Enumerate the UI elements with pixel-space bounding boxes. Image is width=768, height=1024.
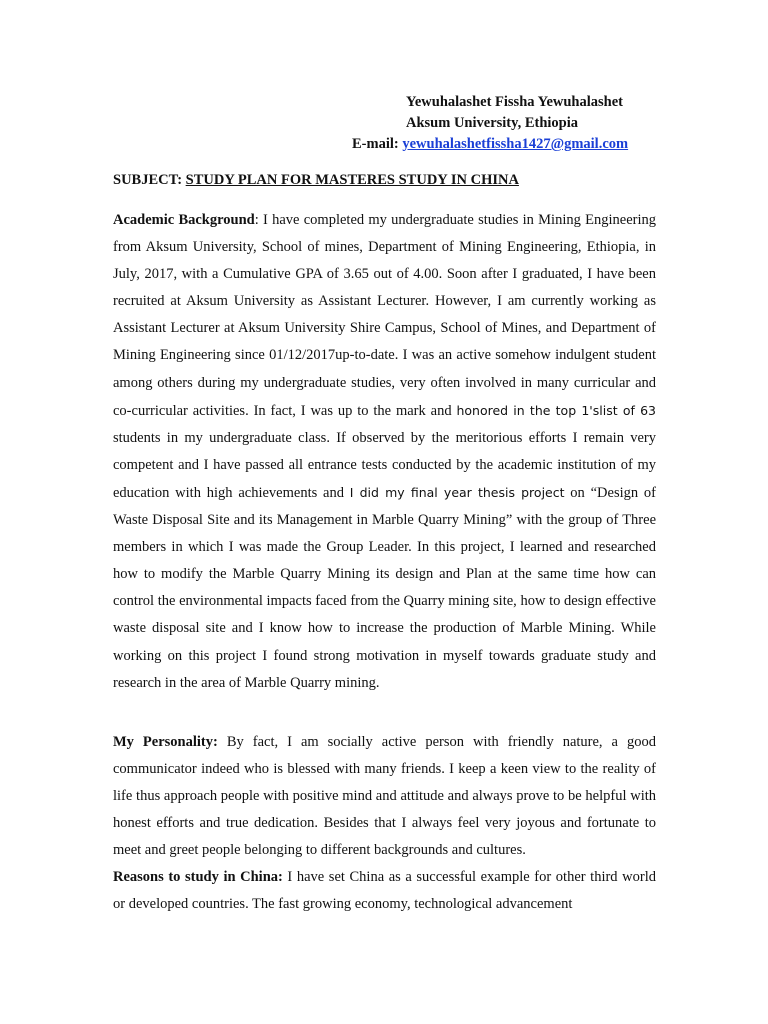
subject-line <box>113 172 658 189</box>
sender-block <box>352 92 652 155</box>
academic-text-4: I did my final year thesis project <box>349 484 565 500</box>
reasons-paragraph <box>113 864 656 918</box>
academic-background-heading: Academic Background <box>113 212 255 228</box>
academic-text-3: students in my undergraduate class. If observed by the meritorious efforts I remain very competent and I have passed all entrance tests conducted by the academic institution of my education with high achievements and <box>113 429 656 501</box>
personality-text: By fact, I am socially active person with friendly nature, a good communicator indeed who is blessed with many friends. I keep a keen view to the reality of life thus approach people with positive mind and attitude and always prove to be helpful with honest efforts and true dedication. Besides that I always feel very joyous and fortunate to meet and greet people belonging to different backgrounds and cultures. <box>113 734 656 859</box>
academic-background-paragraph <box>113 207 656 697</box>
academic-text-1: : I have completed my undergraduate studies in Mining Engineering from Aksum University, School of mines, Department of Mining Engineering, Ethiopia, in July, 2017, with a Cumulative GPA of 3.65 out of 4.00. Soon after I graduated, I have been recruited at Aksum University as Assistant Lecturer. However, I am currently working as Assistant Lecturer at Aksum University Shire Campus, School of Mines, and Department of Mining Engineering since 01/12/2017up-to-date. I was an active somehow indulgent student among others during my undergraduate studies, very often involved in many curricular and co-curricular activities. In fact, I was up to the mark and <box>113 212 656 419</box>
sender-institution: Aksum University, Ethiopia <box>406 115 579 131</box>
sender-name: Yewuhalashet Fissha Yewuhalashet <box>406 94 623 110</box>
email-link[interactable]: yewuhalashetfissha1427@gmail.com <box>402 136 629 152</box>
academic-text-2: honored in the top 1'slist of 63 <box>456 402 657 418</box>
personality-paragraph <box>113 729 656 864</box>
personality-heading: My Personality: <box>113 734 218 750</box>
sender-email-line <box>352 134 652 155</box>
reasons-text: I have set China as a successful example for other third world or developed countries. The fast growing economy, technological advancement <box>113 869 656 913</box>
reasons-heading: Reasons to study in China: <box>113 869 283 885</box>
academic-text-5: on “Design of Waste Disposal Site and its Management in Marble Quarry Mining” with the group of Three members in which I was made the Group Leader. In this project, I learned and researched how to modify the Marble Quarry Mining its design and Plan at the same time how can control the environmental impacts faced from the Quarry mining site, how to design effective waste disposal site and I know how to increase the production of Marble Mining. While working on this project I found strong motivation in myself towards graduate study and research in the area of Marble Quarry mining. <box>113 484 657 691</box>
subject-label: SUBJECT: <box>113 172 186 188</box>
email-label: E-mail: <box>352 136 403 152</box>
subject-text: STUDY PLAN FOR MASTERES STUDY IN CHINA <box>185 172 519 188</box>
